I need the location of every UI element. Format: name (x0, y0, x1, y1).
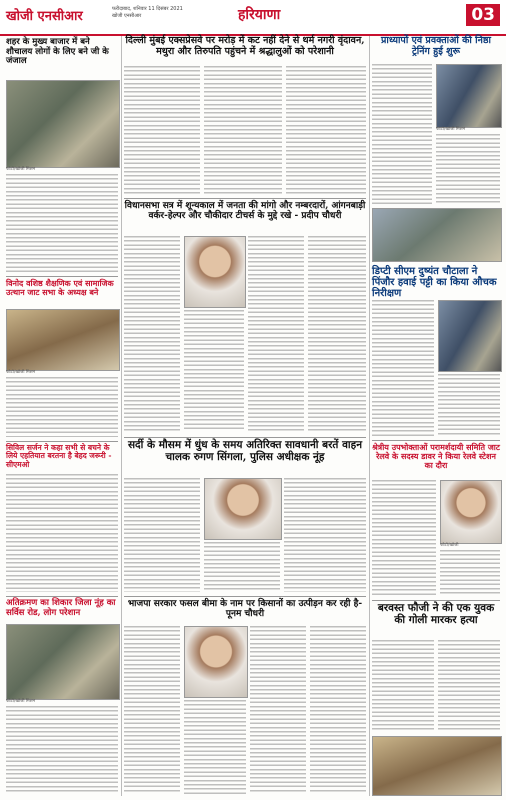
page-number: 03 (466, 4, 500, 26)
story-crop-insurance-body-col1 (124, 626, 180, 794)
story-fog-portrait (204, 478, 282, 540)
story-crop-insurance-headline: भाजपा सरकार फसल बीमा के नाम पर किसानों का उत्पीड़न कर रही है-पूनम चौधरी (127, 599, 363, 620)
column-rule (369, 36, 370, 796)
story-training-group-photo (372, 208, 502, 262)
story-railway-body-col1 (372, 480, 436, 596)
story-railway-body-col2 (440, 550, 500, 596)
story-toilets-body (6, 174, 118, 272)
story-fog-body-col2 (204, 542, 280, 592)
divider (6, 441, 118, 442)
story-pinjore-photo (438, 300, 502, 372)
story-toilets-photo (6, 80, 120, 168)
story-assembly-headline: विधानसभा सत्र में शून्यकाल में जनता की मांगो और नम्बरदारों, आंगनबाड़ी वर्कर-हेल्पर और चौकीदार टीचर्स के मुद्दे रखे - प्रदीप चौधरी (124, 201, 366, 222)
story-civil-surgeon-headline: सिविल सर्जन ने कहा सभी से बचने के लिये एहतियात बरतना है बेहद जरूरी - सीएमओ (6, 443, 112, 469)
masthead (0, 0, 506, 36)
story-encroachment-caption: फोटो/खोजी मिशन (6, 699, 36, 704)
story-fog-body-col1 (124, 478, 200, 592)
story-jat-sabha-headline: विनोद वशिष्ठ शैक्षणिक एवं सामाजिक उत्थान जाट सभा के अध्यक्ष बने (6, 278, 114, 297)
story-crop-insurance-body-col4 (310, 626, 366, 794)
divider (124, 198, 366, 199)
story-railway-caption: फोटो/खोजी (440, 543, 459, 548)
story-expressway-body-col3 (286, 66, 366, 194)
story-encroachment-body (6, 706, 118, 794)
divider (372, 600, 500, 601)
masthead-date: फरीदाबाद, शनिवार 11 दिसंबर 2021 (112, 6, 183, 12)
story-training-body-col2 (436, 134, 500, 204)
story-fog-headline: सर्दी के मौसम में धुंध के समय अतिरिक्त सावधानी बरतें वाहन चालक रुगण सिंगला, पुलिस अधीक्षक नूंह (127, 439, 363, 463)
story-training-caption: फोटो/खोजी मिशन (436, 127, 466, 132)
story-civil-surgeon-body (6, 474, 118, 592)
story-shooting-photo (372, 736, 502, 796)
story-expressway-body-col2 (204, 66, 282, 194)
story-shooting-headline: बरवस्त फौजी ने की एक युवक की गोली मारकर हत्या (377, 602, 495, 626)
story-crop-insurance-body-col2 (184, 700, 246, 794)
masthead-meta (112, 6, 222, 20)
story-pinjore-body-col2 (438, 374, 500, 436)
story-training-photo (436, 64, 502, 128)
divider (124, 596, 366, 597)
story-toilets-headline: शहर के मुख्य बाजार में बने शौचालय लोगों के लिए बने जी के जंजाल (6, 37, 109, 67)
story-railway-headline: श्रेत्रीय उपभोक्ताओं परामर्शदायी समिति जाट रेलवे के सदस्य डावर ने किया रेलवे स्टेशन का दौरा (372, 442, 500, 470)
story-fog-body-col3 (284, 478, 366, 592)
story-crop-insurance-body-col3 (250, 626, 306, 794)
story-assembly-body-col2 (184, 310, 244, 432)
story-assembly-portrait (184, 236, 246, 308)
story-shooting-body-col2 (438, 640, 500, 732)
story-pinjore-body-col1 (372, 300, 434, 436)
story-training-body-col1 (372, 64, 432, 204)
story-railway-portrait (440, 480, 502, 544)
column-rule (121, 36, 122, 796)
story-encroachment-headline: अतिक्रमण का शिकार जिला नूंह का सर्विस रोड, लोग परेशान (6, 598, 116, 618)
story-toilets-caption: फोटो/खोजी मिशन (6, 167, 36, 172)
section-title: हरियाणा (238, 7, 281, 23)
story-jat-sabha-body (6, 377, 118, 437)
newspaper-logo: खोजी एनसीआर (6, 9, 83, 24)
divider (6, 276, 118, 277)
story-shooting-body-col1 (372, 640, 434, 732)
story-pinjore-headline: डिप्टी सीएम दुष्यंत चौटाला ने पिंजौर हवाई पट्टी का किया औचक निरीक्षण (372, 266, 497, 300)
story-assembly-body-col3 (248, 236, 304, 432)
story-assembly-body-col1 (124, 236, 180, 432)
story-assembly-body-col4 (308, 236, 366, 432)
story-jat-sabha-photo (6, 309, 120, 371)
story-expressway-body-col1 (124, 66, 200, 194)
story-encroachment-photo (6, 624, 120, 700)
divider (372, 440, 500, 441)
story-expressway-headline: दिल्ली मुंबई एक्सप्रेसवे पर मरोड़ में कट नहीं देने से थर्म नगरी वृंदावन, मथुरा और तिरुपति पहुंचने में श्रद्धालुओं को परेशानी (125, 35, 365, 57)
story-crop-insurance-portrait (184, 626, 248, 698)
divider (124, 437, 366, 438)
story-training-headline: प्राध्यापों एवं प्रवक्ताओं की निष्ठा ट्रेनिंग हुई शुरू (381, 35, 491, 57)
masthead-tagline: खोजी एनसीआर (112, 13, 142, 19)
divider (6, 596, 118, 597)
story-jat-sabha-caption: फोटो/खोजी मिशन (6, 370, 36, 375)
